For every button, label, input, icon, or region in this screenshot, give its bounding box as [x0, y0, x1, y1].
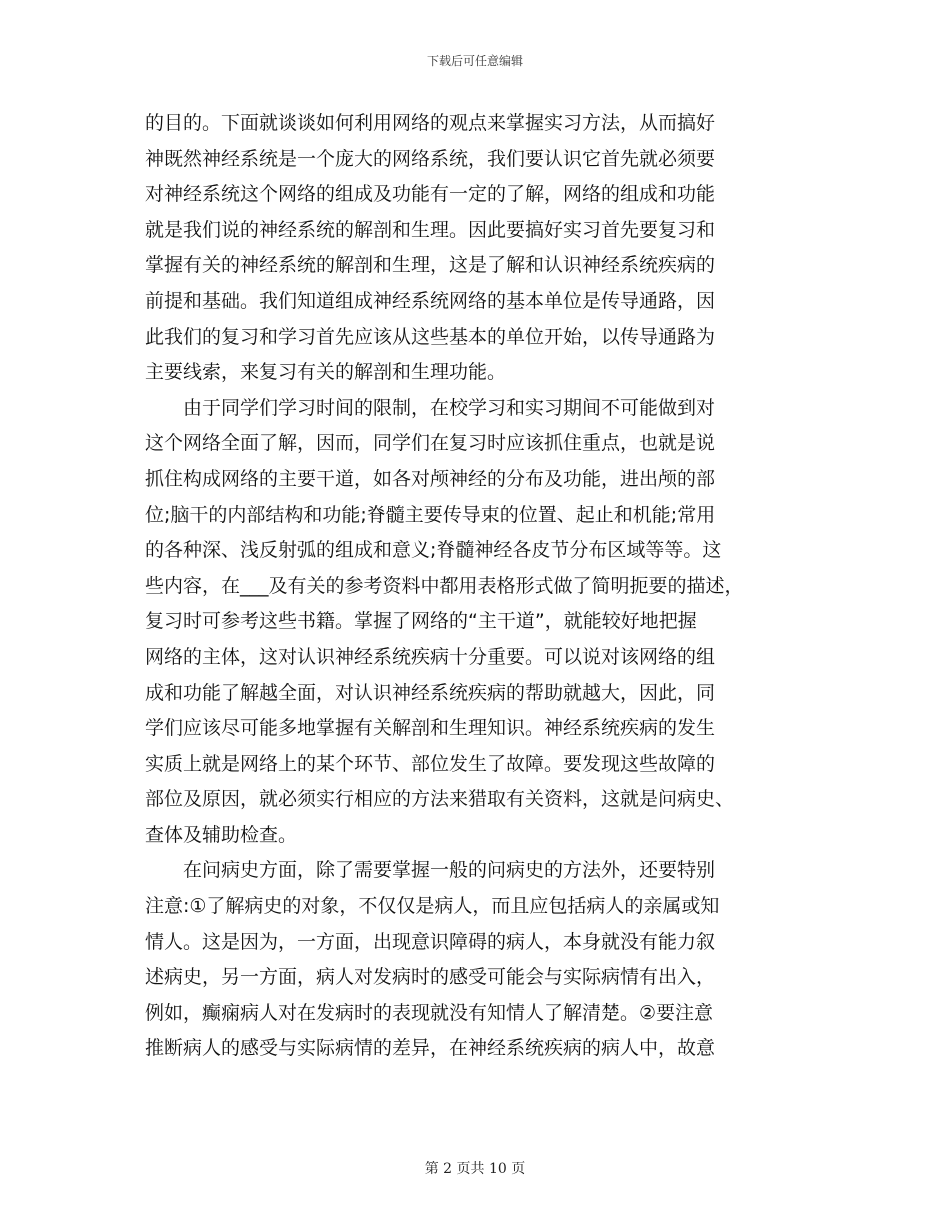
text-line: 在问病史方面，除了需要掌握一般的问病史的方法外，还要特别: [145, 859, 716, 882]
body-text: [145, 106, 805, 1067]
text-line: 网络的主体，这对认识神经系统疾病十分重要。可以说对该网络的组: [145, 645, 716, 668]
text-line: 例如，癫痫病人对在发病时的表现就没有知情人了解清楚。②要注意: [145, 1001, 714, 1024]
text-line: 述病史，另一方面，病人对发病时的感受可能会与实际病情有出入，: [145, 966, 716, 989]
text-line: 些内容，在___及有关的参考资料中都用表格形式做了简明扼要的描述，: [145, 574, 744, 597]
text-line: 主要线索，来复习有关的解剖和生理功能。: [145, 361, 507, 384]
text-line: 抓住构成网络的主要干道，如各对颅神经的分布及功能，进出颅的部: [145, 467, 716, 490]
text-line: 掌握有关的神经系统的解剖和生理，这是了解和认识神经系统疾病的: [145, 254, 716, 277]
text-line: 此我们的复习和学习首先应该从这些基本的单位开始，以传导通路为: [145, 325, 716, 348]
text-line: 位;脑干的内部结构和功能;脊髓主要传导束的位置、起止和机能;常用: [145, 503, 716, 526]
text-line: 推断病人的感受与实际病情的差异，在神经系统疾病的病人中，故意: [145, 1037, 716, 1060]
text-line: 部位及原因，就必须实行相应的方法来猎取有关资料，这就是问病史、: [145, 788, 735, 811]
text-line: 复习时可参考这些书籍。掌握了网络的“主干道”，就能较好地把握: [145, 610, 697, 633]
text-line: 的目的。下面就谈谈如何利用网络的观点来掌握实习方法，从而搞好: [145, 112, 716, 134]
page-header: 下载后可任意编辑: [426, 54, 523, 68]
text-line: 成和功能了解越全面，对认识神经系统疾病的帮助就越大，因此，同: [145, 681, 716, 704]
text-line: 前提和基础。我们知道组成神经系统网络的基本单位是传导通路，因: [145, 289, 716, 312]
text-line: 实质上就是网络上的某个环节、部位发生了故障。要发现这些故障的: [145, 752, 716, 775]
text-line: 注意:①了解病史的对象，不仅仅是病人，而且应包括病人的亲属或知: [145, 895, 720, 918]
text-line: 由于同学们学习时间的限制，在校学习和实习期间不可能做到对: [145, 396, 716, 419]
text-line: 情人。这是因为，一方面，出现意识障碍的病人，本身就没有能力叙: [145, 930, 716, 953]
page-footer: 第 2 页共 10 页: [424, 1161, 526, 1177]
text-line: 的各种深、浅反射弧的组成和意义;脊髓神经各皮节分布区域等等。这: [145, 539, 722, 562]
text-line: 对神经系统这个网络的组成及功能有一定的了解，网络的组成和功能: [145, 183, 716, 206]
text-line: 神既然神经系统是一个庞大的网络系统，我们要认识它首先就必须要: [145, 147, 716, 170]
text-line: 这个网络全面了解，因而，同学们在复习时应该抓住重点，也就是说: [145, 432, 716, 455]
text-line: 查体及辅助检查。: [145, 823, 298, 846]
text-line: 学们应该尽可能多地掌握有关解剖和生理知识。神经系统疾病的发生: [145, 717, 716, 740]
text-line: 就是我们说的神经系统的解剖和生理。因此要搞好实习首先要复习和: [145, 218, 716, 241]
